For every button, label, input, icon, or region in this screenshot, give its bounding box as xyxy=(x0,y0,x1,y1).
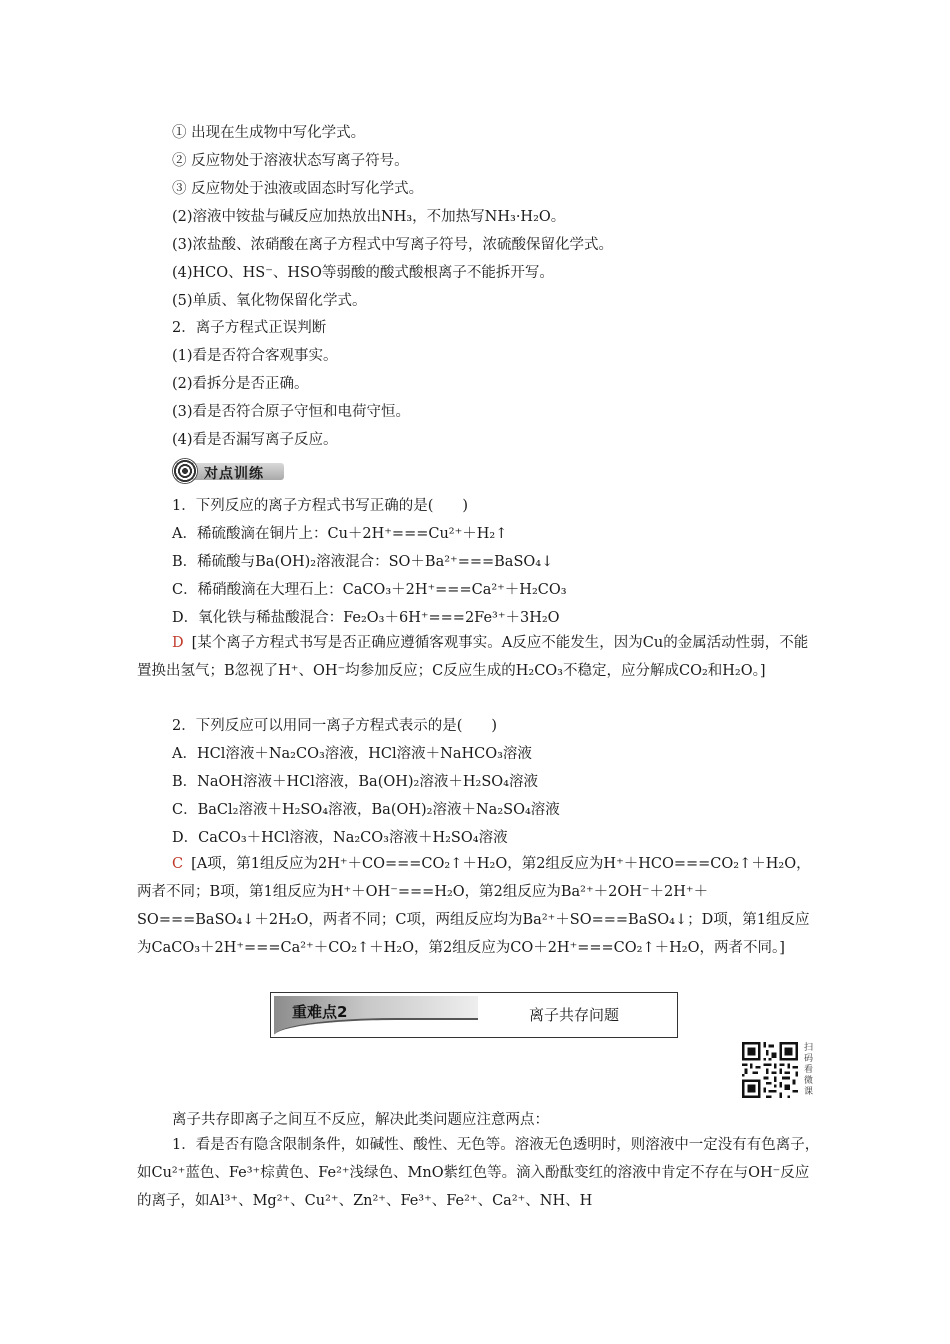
q1-solution xyxy=(137,629,821,685)
judge-item-1: (1)看是否符合客观事实。 xyxy=(172,348,338,364)
q1-option-a: A．稀硫酸滴在铜片上：Cu＋2H⁺===Cu²⁺＋H₂↑ xyxy=(172,526,508,542)
rule-line-2: ② 反应物处于溶液状态写离子符号。 xyxy=(172,153,409,169)
q2-stem: 2．下列反应可以用同一离子方程式表示的是( ) xyxy=(172,718,498,734)
topic-tag xyxy=(274,996,478,1034)
q2-option-c: C．BaCl₂溶液＋H₂SO₄溶液，Ba(OH)₂溶液＋Na₂SO₄溶液 xyxy=(172,802,560,818)
rule-line-1: ① 出现在生成物中写化学式。 xyxy=(172,125,366,141)
q1-option-b: B．稀硫酸与Ba(OH)₂溶液混合：SO＋Ba²⁺===BaSO₄↓ xyxy=(172,554,554,570)
topic-tag-label: 重难点2 xyxy=(292,1003,348,1021)
coexist-point-1: 1．看是否有隐含限制条件，如碱性、酸性、无色等。溶液无色透明时，则溶液中一定没有有色离子，如Cu²⁺蓝色、Fe³⁺棕黄色、Fe²⁺浅绿色、MnO紫红色等。滴入酚酞变红的溶液中肯定不存在与OH⁻反应的离子，如Al³⁺、Mg²⁺、Cu²⁺、Zn²⁺、Fe³⁺、Fe²⁺、Ca²⁺、NH、H xyxy=(137,1137,820,1209)
judge-item-2: (2)看拆分是否正确。 xyxy=(172,376,309,392)
judge-item-3: (3)看是否符合原子守恒和电荷守恒。 xyxy=(172,404,411,420)
topic-box xyxy=(270,992,678,1038)
rule-line-6: (4)HCO、HS⁻、HSO等弱酸的酸式酸根离子不能拆开写。 xyxy=(172,265,554,281)
q1-answer: D xyxy=(172,635,184,651)
rule-line-7: (5)单质、氧化物保留化学式。 xyxy=(172,293,367,309)
qr-code-icon[interactable] xyxy=(742,1042,798,1098)
q2-option-a: A．HCl溶液＋Na₂CO₃溶液，HCl溶液＋NaHCO₃溶液 xyxy=(172,746,532,762)
q1-option-c: C．稀硝酸滴在大理石上：CaCO₃＋2H⁺===Ca²⁺＋H₂CO₃ xyxy=(172,582,567,598)
coexist-intro: 离子共存即离子之间互不反应，解决此类问题应注意两点： xyxy=(172,1112,549,1128)
rule-line-5: (3)浓盐酸、浓硝酸在离子方程式中写离子符号，浓硫酸保留化学式。 xyxy=(172,237,614,253)
qr-caption: 扫码看微课 xyxy=(804,1043,814,1097)
q2-option-b: B．NaOH溶液＋HCl溶液，Ba(OH)₂溶液＋H₂SO₄溶液 xyxy=(172,774,538,790)
q1-option-d: D．氧化铁与稀盐酸混合：Fe₂O₃＋6H⁺===2Fe³⁺＋3H₂O xyxy=(172,610,560,626)
judge-item-4: (4)看是否漏写离子反应。 xyxy=(172,432,338,448)
q1-explanation: [某个离子方程式书写是否正确应遵循客观事实。A反应不能发生，因为Cu的金属活动性弱，不能置换出氢气；B忽视了H⁺、OH⁻均参加反应；C反应生成的H₂CO₃不稳定，应分解成CO₂和H₂O。] xyxy=(137,635,809,679)
q2-option-d: D．CaCO₃＋HCl溶液，Na₂CO₃溶液＋H₂SO₄溶液 xyxy=(172,830,508,846)
q1-stem: 1．下列反应的离子方程式书写正确的是( ) xyxy=(172,498,469,514)
rule-line-4: (2)溶液中铵盐与碱反应加热放出NH₃，不加热写NH₃·H₂O。 xyxy=(172,209,566,225)
practice-badge xyxy=(172,457,284,485)
q2-answer: C xyxy=(172,856,184,872)
topic-title: 离子共存问题 xyxy=(529,1006,620,1024)
judge-heading: 2．离子方程式正误判断 xyxy=(172,320,327,336)
rule-line-3: ③ 反应物处于浊液或固态时写化学式。 xyxy=(172,181,424,197)
q2-explanation: [A项，第1组反应为2H⁺＋CO===CO₂↑＋H₂O，第2组反应为H⁺＋HCO===CO₂↑＋H₂O，两者不同；B项，第1组反应为H⁺＋OH⁻===H₂O，第2组反应为Ba²⁺＋2OH⁻＋2H⁺＋SO===BaSO₄↓＋2H₂O，两者不同；C项，两组反应均为Ba²⁺＋SO===BaSO₄↓；D项，第1组反应为CaCO₃＋2H⁺===Ca²⁺＋CO₂↑＋H₂O，第2组反应为CO＋2H⁺===CO₂↑＋H₂O，两者不同。] xyxy=(137,856,811,956)
q2-solution xyxy=(137,850,821,962)
target-icon xyxy=(172,458,198,484)
badge-label: 对点训练 xyxy=(204,466,264,482)
